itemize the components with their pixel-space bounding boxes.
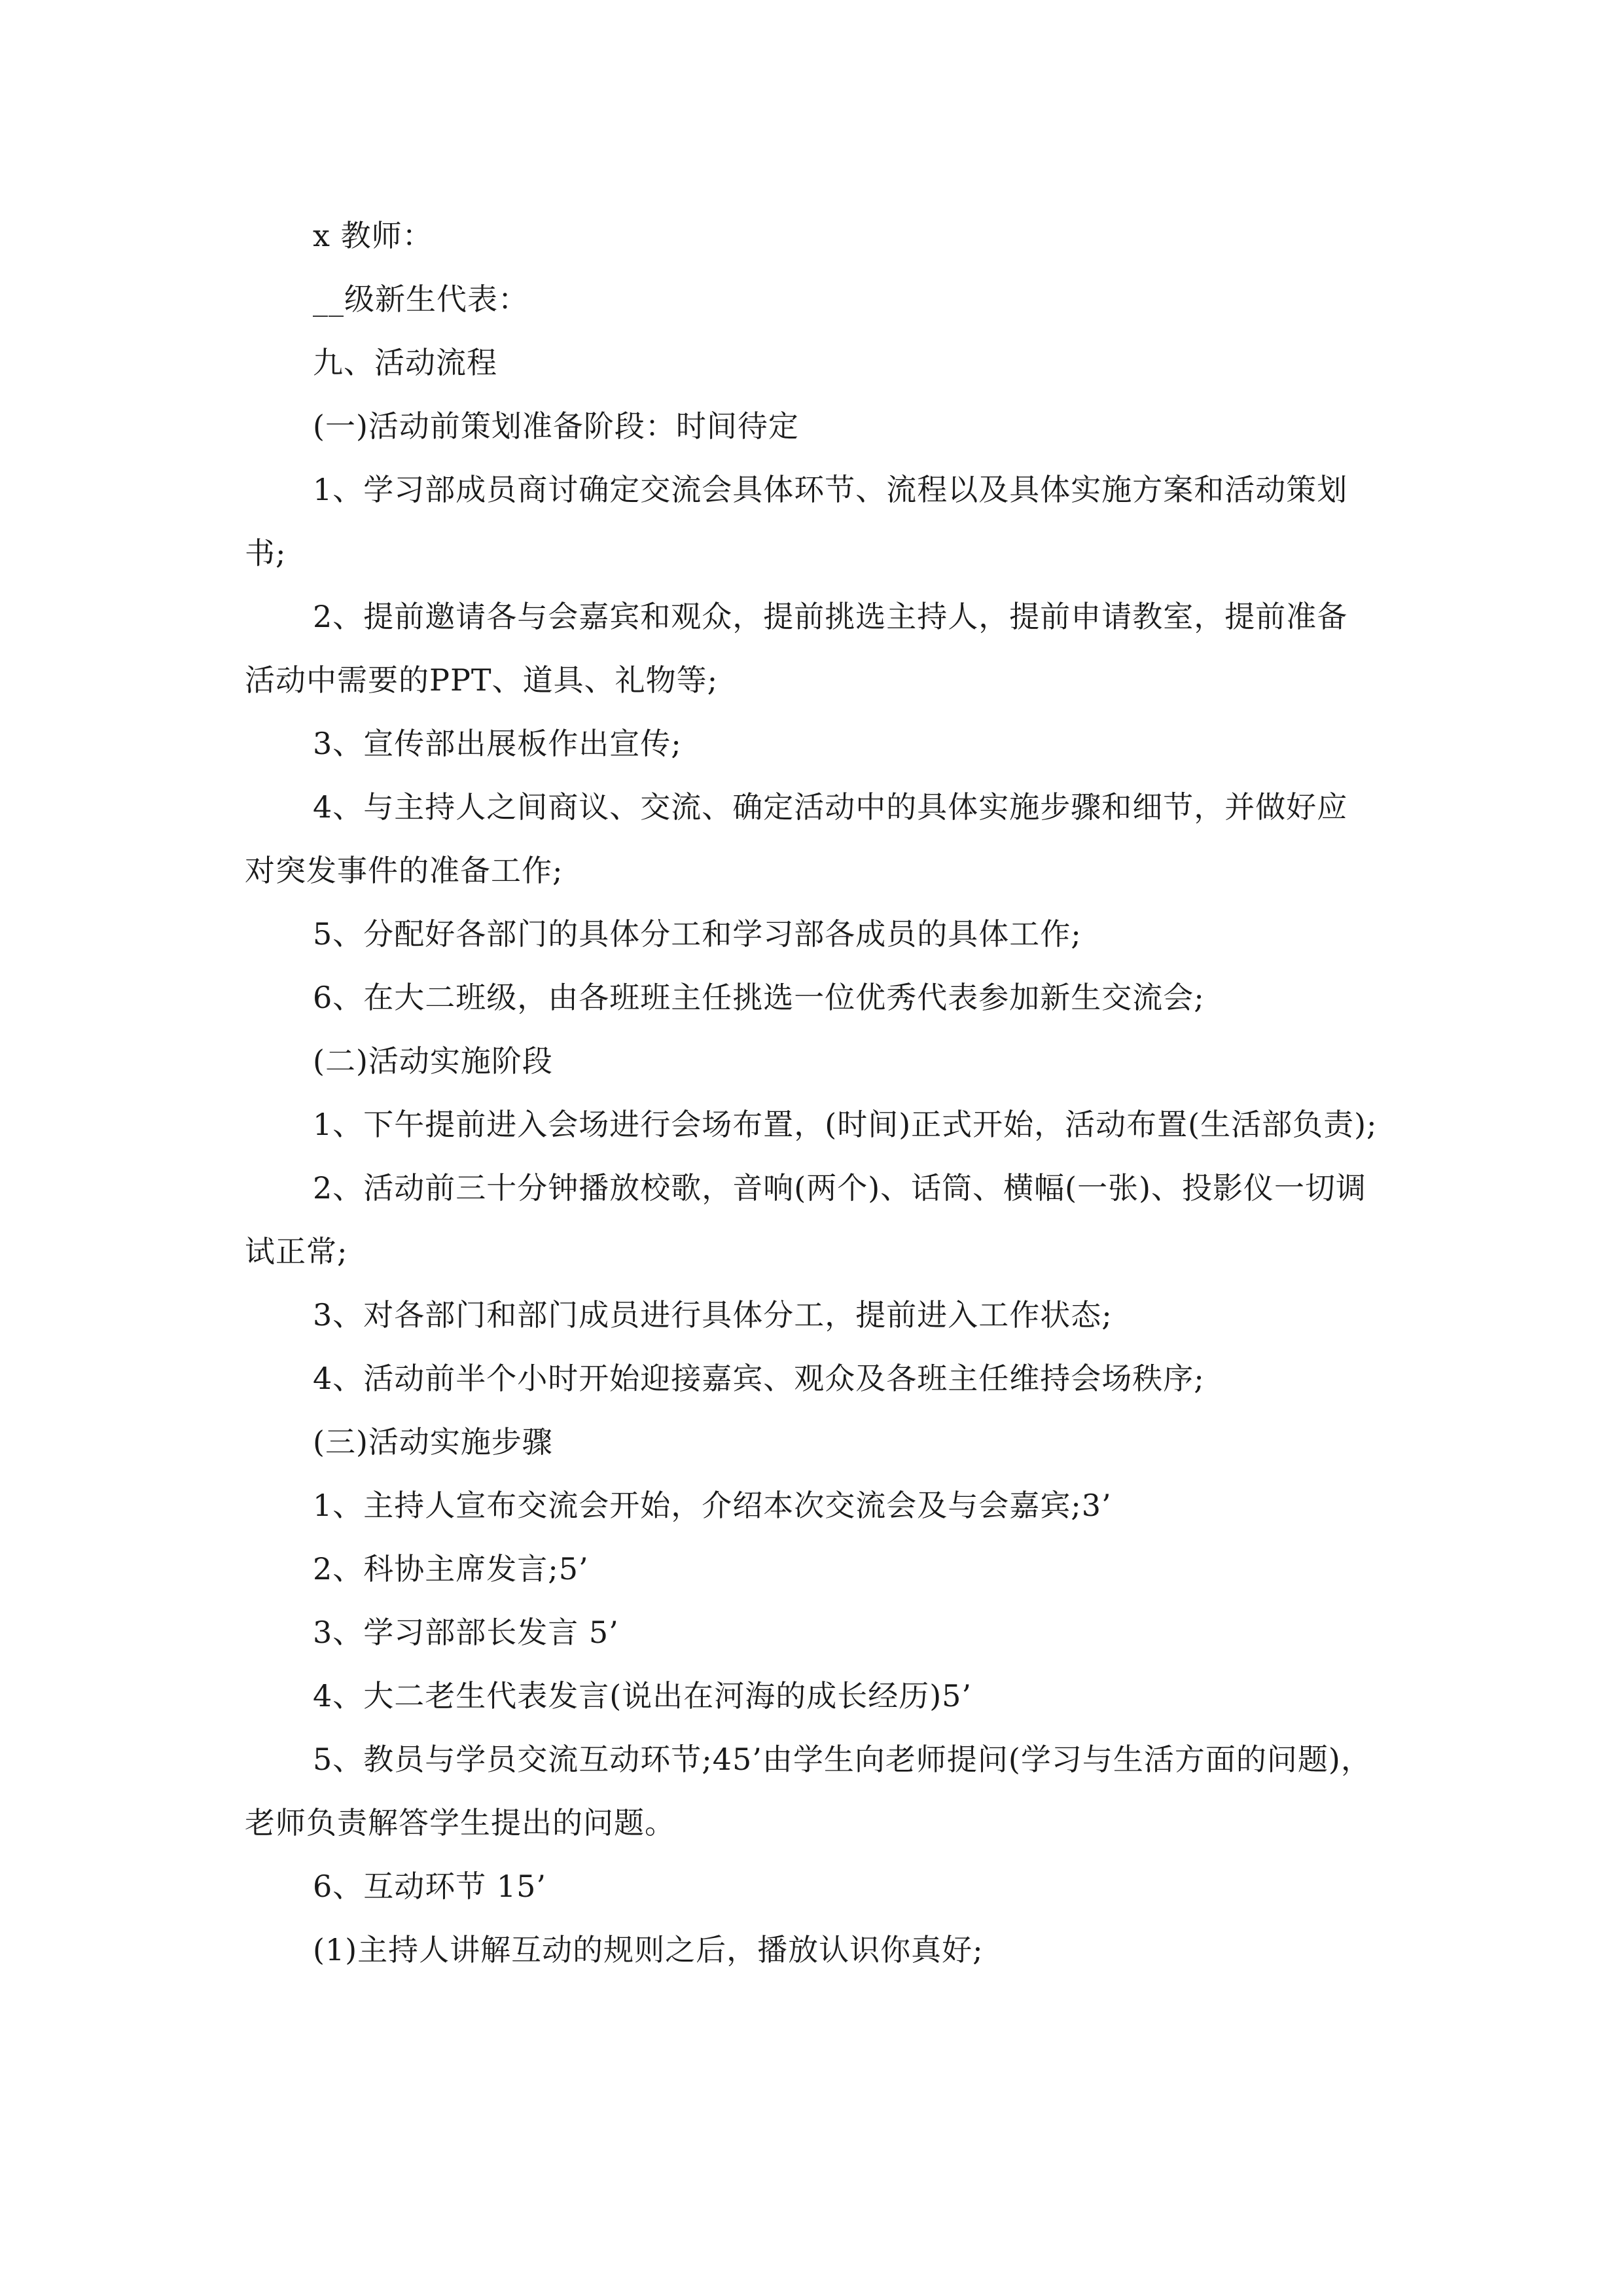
list-item: 5、教员与学员交流互动环节;45’由学生向老师提问(学习与生活方面的问题)，老师负责解答学生提出的问题。 bbox=[245, 1742, 1372, 1840]
subsection-heading-implementation: (二)活动实施阶段 bbox=[313, 1043, 553, 1079]
list-item: 2、科协主席发言;5’ bbox=[313, 1551, 589, 1587]
list-item: (1)主持人讲解互动的规则之后，播放认识你真好; bbox=[313, 1932, 984, 1967]
teacher-line: x 教师： bbox=[313, 218, 433, 253]
freshman-representative-line: __级新生代表： bbox=[313, 281, 529, 317]
list-item: 4、与主持人之间商议、交流、确定活动中的具体实施步骤和细节，并做好应对突发事件的准备工作; bbox=[245, 789, 1348, 888]
document-body bbox=[245, 204, 1378, 1982]
list-item: 3、对各部门和部门成员进行具体分工，提前进入工作状态; bbox=[313, 1297, 1113, 1333]
list-item: 4、活动前半个小时开始迎接嘉宾、观众及各班主任维持会场秩序; bbox=[313, 1361, 1205, 1396]
section-heading-activity-process: 九、活动流程 bbox=[313, 345, 497, 380]
list-item: 6、在大二班级，由各班班主任挑选一位优秀代表参加新生交流会; bbox=[313, 980, 1205, 1015]
list-item: 5、分配好各部门的具体分工和学习部各成员的具体工作; bbox=[313, 916, 1082, 952]
list-item: 3、学习部部长发言 5’ bbox=[313, 1615, 619, 1650]
list-item: 6、互动环节 15’ bbox=[313, 1869, 547, 1904]
list-item: 2、提前邀请各与会嘉宾和观众，提前挑选主持人，提前申请教室，提前准备活动中需要的PPT、道具、礼物等; bbox=[245, 599, 1348, 698]
subsection-heading-steps: (三)活动实施步骤 bbox=[313, 1424, 553, 1460]
list-item: 2、活动前三十分钟播放校歌，音响(两个)、话筒、横幅(一张)、投影仪一切调试正常; bbox=[245, 1170, 1367, 1269]
list-item: 1、学习部成员商讨确定交流会具体环节、流程以及具体实施方案和活动策划书; bbox=[245, 472, 1348, 571]
list-item: 3、宣传部出展板作出宣传; bbox=[313, 726, 682, 761]
list-item: 1、下午提前进入会场进行会场布置，(时间)正式开始，活动布置(生活部负责); bbox=[313, 1107, 1378, 1142]
subsection-heading-preparation: (一)活动前策划准备阶段：时间待定 bbox=[313, 408, 799, 444]
list-item: 4、大二老生代表发言(说出在河海的成长经历)5’ bbox=[313, 1678, 972, 1713]
list-item: 1、主持人宣布交流会开始，介绍本次交流会及与会嘉宾;3’ bbox=[313, 1488, 1112, 1523]
